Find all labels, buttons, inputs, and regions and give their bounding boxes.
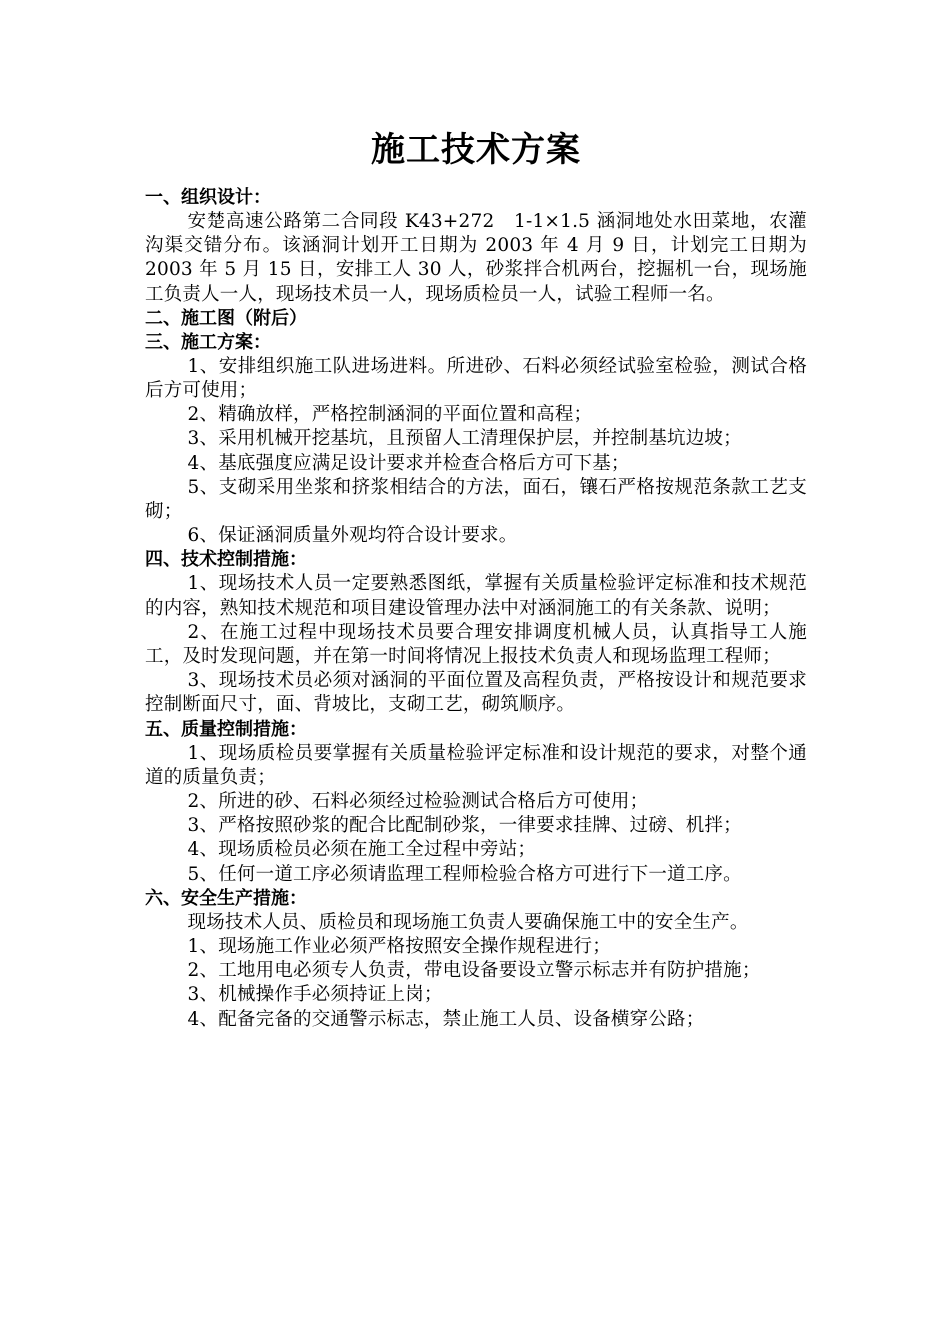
list-item: 1、现场技术人员一定要熟悉图纸，掌握有关质量检验评定标准和技术规范的内容，熟知技术规范和项目建设管理办法中对涵洞施工的有关条款、说明；	[145, 573, 807, 619]
section-organization-design	[145, 186, 807, 307]
document-page	[145, 128, 807, 1032]
list-item: 2、所进的砂、石料必须经过检验测试合格后方可使用；	[187, 791, 649, 813]
list-item: 4、配备完备的交通警示标志，禁止施工人员、设备横穿公路；	[187, 1008, 705, 1030]
section-heading: 二、施工图（附后）	[145, 307, 307, 329]
list-item: 2、在施工过程中现场技术员要合理安排调度机械人员，认真指导工人施工，及时发现问题，并在第一时间将情况上报技术负责人和现场监理工程师；	[145, 621, 807, 668]
section-heading: 一、组织设计：	[145, 187, 271, 208]
section-heading: 四、技术控制措施：	[145, 549, 307, 571]
paragraph: 安楚高速公路第二合同段 K43+272 1-1×1.5 涵洞地处水田菜地，农灌沟渠交错分布。该涵洞计划开工日期为 2003 年 4 月 9 日，计划完工日期为 2003 年 5 月 15 日，安排工人 30 人，砂浆拌合机两台，挖掘机一台，现场施工负责人一人，现场技术员一人，现场质检员一人，试验工程师一名。	[145, 211, 807, 305]
section-heading: 六、安全生产措施：	[145, 887, 307, 909]
list-item: 3、采用机械开挖基坑，且预留人工清理保护层，并控制基坑边坡；	[187, 428, 742, 450]
list-item: 1、安排组织施工队进场进料。所进砂、石料必须经试验室检验，测试合格后方可使用；	[145, 355, 807, 402]
list-item: 4、现场质检员必须在施工全过程中旁站；	[187, 839, 537, 861]
section-safety-production	[145, 887, 807, 1032]
document-title: 施工技术方案	[371, 130, 581, 170]
list-item: 5、任何一道工序必须请监理工程师检验合格方可进行下一道工序。	[187, 863, 742, 885]
list-item: 3、严格按照砂浆的配合比配制砂浆，一律要求挂牌、过磅、机拌；	[187, 815, 742, 837]
list-item: 2、精确放样，严格控制涵洞的平面位置和高程；	[187, 404, 593, 426]
list-item: 4、基底强度应满足设计要求并检查合格后方可下基；	[187, 452, 630, 474]
paragraph: 现场技术人员、质检员和现场施工负责人要确保施工中的安全生产。	[187, 911, 749, 933]
list-item: 1、现场施工作业必须严格按照安全操作规程进行；	[187, 936, 611, 958]
list-item: 3、现场技术员必须对涵洞的平面位置及高程负责，严格按设计和规范要求控制断面尺寸，面、背坡比，支砌工艺，砌筑顺序。	[145, 670, 807, 716]
list-item: 2、工地用电必须专人负责，带电设备要设立警示标志并有防护措施；	[187, 960, 761, 982]
list-item: 3、机械操作手必须持证上岗；	[187, 984, 443, 1006]
section-construction-plan	[145, 331, 807, 549]
section-technical-control	[145, 548, 807, 717]
list-item: 6、保证涵洞质量外观均符合设计要求。	[187, 525, 518, 547]
list-item: 1、现场质检员要掌握有关质量检验评定标准和设计规范的要求，对整个通道的质量负责；	[145, 742, 807, 788]
section-construction-drawing	[145, 307, 807, 331]
section-quality-control	[145, 718, 807, 887]
list-item: 5、支砌采用坐浆和挤浆相结合的方法，面石，镶石严格按规范条款工艺支砌；	[145, 476, 807, 523]
section-heading: 三、施工方案：	[145, 331, 271, 353]
section-heading: 五、质量控制措施：	[145, 718, 307, 740]
